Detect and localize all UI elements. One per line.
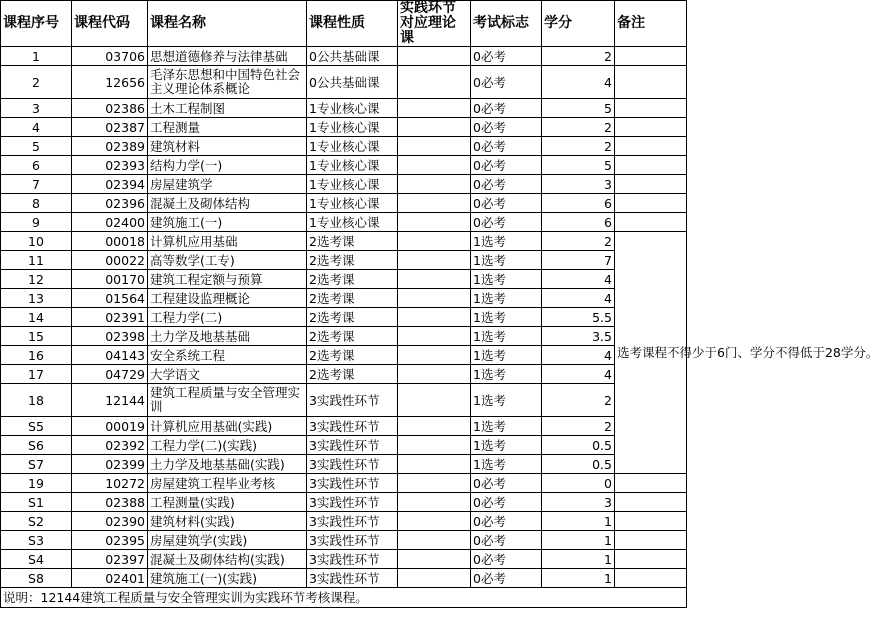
course-practice [398, 213, 471, 232]
course-exam: 0必考 [471, 194, 542, 213]
table-row [1, 365, 687, 384]
course-seq: 12 [1, 270, 72, 289]
course-code: 04143 [72, 346, 148, 365]
course-name: 建筑材料(实践) [148, 512, 307, 531]
course-name: 工程测量(实践) [148, 493, 307, 512]
header-code: 课程代码 [72, 1, 148, 47]
course-name: 建筑工程定额与预算 [148, 270, 307, 289]
course-note [615, 512, 687, 531]
course-exam: 1选考 [471, 308, 542, 327]
course-code: 04729 [72, 365, 148, 384]
course-exam: 0必考 [471, 474, 542, 493]
elective-note: 选考课程不得少于6门、学分不得低于28学分。 [615, 232, 687, 474]
course-exam: 1选考 [471, 417, 542, 436]
course-credit: 5 [542, 156, 615, 175]
course-name: 大学语文 [148, 365, 307, 384]
course-name: 房屋建筑工程毕业考核 [148, 474, 307, 493]
course-seq: 4 [1, 118, 72, 137]
course-note [615, 137, 687, 156]
course-practice [398, 346, 471, 365]
course-code: 02393 [72, 156, 148, 175]
course-credit: 1 [542, 531, 615, 550]
course-exam: 1选考 [471, 346, 542, 365]
course-name: 高等数学(工专) [148, 251, 307, 270]
course-note [615, 175, 687, 194]
course-seq: S2 [1, 512, 72, 531]
course-nature: 3实践性环节 [307, 436, 398, 455]
course-exam: 1选考 [471, 327, 542, 346]
course-credit: 2 [542, 384, 615, 417]
course-credit: 2 [542, 118, 615, 137]
course-nature: 3实践性环节 [307, 384, 398, 417]
course-name: 工程建设监理概论 [148, 289, 307, 308]
course-credit: 4 [542, 289, 615, 308]
course-nature: 2选考课 [307, 232, 398, 251]
course-code: 12656 [72, 66, 148, 99]
course-nature: 2选考课 [307, 289, 398, 308]
table-row [1, 194, 687, 213]
course-exam: 0必考 [471, 99, 542, 118]
course-practice [398, 251, 471, 270]
table-row [1, 99, 687, 118]
course-practice [398, 474, 471, 493]
table-row [1, 175, 687, 194]
course-credit: 6 [542, 194, 615, 213]
course-name: 建筑施工(一)(实践) [148, 569, 307, 588]
course-exam: 0必考 [471, 569, 542, 588]
course-nature: 2选考课 [307, 308, 398, 327]
course-credit: 1 [542, 550, 615, 569]
table-row [1, 550, 687, 569]
table-row [1, 308, 687, 327]
course-code: 02399 [72, 455, 148, 474]
course-nature: 3实践性环节 [307, 512, 398, 531]
course-code: 02400 [72, 213, 148, 232]
course-seq: 18 [1, 384, 72, 417]
table-row [1, 156, 687, 175]
course-code: 03706 [72, 47, 148, 66]
course-note [615, 493, 687, 512]
header-seq: 课程序号 [1, 1, 72, 47]
course-practice [398, 531, 471, 550]
course-exam: 1选考 [471, 270, 542, 289]
course-seq: 17 [1, 365, 72, 384]
course-code: 02401 [72, 569, 148, 588]
table-row [1, 251, 687, 270]
course-practice [398, 270, 471, 289]
course-exam: 1选考 [471, 384, 542, 417]
course-name: 工程力学(二)(实践) [148, 436, 307, 455]
course-exam: 1选考 [471, 251, 542, 270]
course-credit: 0.5 [542, 455, 615, 474]
course-practice [398, 436, 471, 455]
course-note [615, 550, 687, 569]
course-name: 房屋建筑学(实践) [148, 531, 307, 550]
table-row [1, 436, 687, 455]
course-note [615, 118, 687, 137]
course-practice [398, 365, 471, 384]
course-seq: S1 [1, 493, 72, 512]
course-seq: 8 [1, 194, 72, 213]
course-seq: S6 [1, 436, 72, 455]
course-seq: 16 [1, 346, 72, 365]
course-note [615, 194, 687, 213]
course-credit: 4 [542, 66, 615, 99]
course-code: 02388 [72, 493, 148, 512]
course-practice [398, 550, 471, 569]
course-seq: 1 [1, 47, 72, 66]
course-nature: 0公共基础课 [307, 47, 398, 66]
course-code: 02386 [72, 99, 148, 118]
course-credit: 1 [542, 512, 615, 531]
course-note [615, 99, 687, 118]
course-nature: 1专业核心课 [307, 175, 398, 194]
course-name: 混凝土及砌体结构(实践) [148, 550, 307, 569]
table-row [1, 289, 687, 308]
course-credit: 5 [542, 99, 615, 118]
course-seq: 7 [1, 175, 72, 194]
course-seq: 3 [1, 99, 72, 118]
course-practice [398, 47, 471, 66]
course-code: 10272 [72, 474, 148, 493]
course-credit: 5.5 [542, 308, 615, 327]
table-row [1, 270, 687, 289]
course-exam: 1选考 [471, 365, 542, 384]
course-nature: 1专业核心课 [307, 194, 398, 213]
course-credit: 3 [542, 175, 615, 194]
course-seq: 9 [1, 213, 72, 232]
course-nature: 2选考课 [307, 270, 398, 289]
course-seq: 19 [1, 474, 72, 493]
table-row [1, 569, 687, 588]
header-nature: 课程性质 [307, 1, 398, 47]
course-exam: 0必考 [471, 175, 542, 194]
course-code: 02397 [72, 550, 148, 569]
course-seq: S4 [1, 550, 72, 569]
course-note [615, 66, 687, 99]
course-exam: 1选考 [471, 455, 542, 474]
course-nature: 1专业核心课 [307, 99, 398, 118]
course-code: 00018 [72, 232, 148, 251]
course-credit: 6 [542, 213, 615, 232]
course-code: 02390 [72, 512, 148, 531]
course-credit: 2 [542, 47, 615, 66]
table-row [1, 213, 687, 232]
course-practice [398, 156, 471, 175]
course-name: 计算机应用基础(实践) [148, 417, 307, 436]
course-note [615, 213, 687, 232]
course-credit: 2 [542, 137, 615, 156]
course-exam: 0必考 [471, 156, 542, 175]
course-exam: 1选考 [471, 289, 542, 308]
course-seq: 6 [1, 156, 72, 175]
course-exam: 0必考 [471, 47, 542, 66]
course-seq: S7 [1, 455, 72, 474]
course-name: 建筑工程质量与安全管理实训 [148, 384, 307, 417]
course-name: 房屋建筑学 [148, 175, 307, 194]
course-practice [398, 66, 471, 99]
course-code: 12144 [72, 384, 148, 417]
course-nature: 3实践性环节 [307, 455, 398, 474]
table-row [1, 384, 687, 417]
course-name: 工程力学(二) [148, 308, 307, 327]
table-row [1, 417, 687, 436]
course-seq: S3 [1, 531, 72, 550]
course-nature: 3实践性环节 [307, 569, 398, 588]
course-practice [398, 137, 471, 156]
course-practice [398, 289, 471, 308]
course-name: 混凝土及砌体结构 [148, 194, 307, 213]
table-row [1, 327, 687, 346]
course-practice [398, 569, 471, 588]
course-note [615, 474, 687, 493]
course-seq: 5 [1, 137, 72, 156]
table-row [1, 66, 687, 99]
course-nature: 3实践性环节 [307, 417, 398, 436]
course-nature: 2选考课 [307, 365, 398, 384]
course-seq: 15 [1, 327, 72, 346]
course-practice [398, 417, 471, 436]
course-nature: 1专业核心课 [307, 137, 398, 156]
course-code: 02394 [72, 175, 148, 194]
course-practice [398, 493, 471, 512]
course-name: 安全系统工程 [148, 346, 307, 365]
course-practice [398, 99, 471, 118]
course-practice [398, 308, 471, 327]
course-code: 02395 [72, 531, 148, 550]
course-code: 02391 [72, 308, 148, 327]
course-seq: S8 [1, 569, 72, 588]
course-exam: 0必考 [471, 493, 542, 512]
table-row [1, 137, 687, 156]
course-note [615, 156, 687, 175]
table-row [1, 531, 687, 550]
course-practice [398, 232, 471, 251]
course-practice [398, 512, 471, 531]
table-row [1, 474, 687, 493]
course-exam: 0必考 [471, 531, 542, 550]
course-credit: 3.5 [542, 327, 615, 346]
header-practice: 实践环节对应理论课 [398, 1, 471, 47]
footnote: 说明：12144建筑工程质量与安全管理实训为实践环节考核课程。 [1, 588, 687, 608]
table-row [1, 493, 687, 512]
course-credit: 2 [542, 417, 615, 436]
course-code: 01564 [72, 289, 148, 308]
course-seq: 13 [1, 289, 72, 308]
course-code: 02396 [72, 194, 148, 213]
course-name: 土力学及地基基础(实践) [148, 455, 307, 474]
course-nature: 3实践性环节 [307, 493, 398, 512]
table-row [1, 47, 687, 66]
header-name: 课程名称 [148, 1, 307, 47]
course-code: 00022 [72, 251, 148, 270]
course-note [615, 569, 687, 588]
course-nature: 2选考课 [307, 346, 398, 365]
course-credit: 4 [542, 365, 615, 384]
course-seq: S5 [1, 417, 72, 436]
course-nature: 2选考课 [307, 327, 398, 346]
course-credit: 4 [542, 270, 615, 289]
course-nature: 1专业核心课 [307, 156, 398, 175]
course-seq: 11 [1, 251, 72, 270]
course-nature: 2选考课 [307, 251, 398, 270]
course-practice [398, 118, 471, 137]
course-body [1, 47, 878, 588]
course-note [615, 531, 687, 550]
course-nature: 0公共基础课 [307, 66, 398, 99]
course-credit: 7 [542, 251, 615, 270]
course-name: 建筑施工(一) [148, 213, 307, 232]
course-code: 00019 [72, 417, 148, 436]
course-practice [398, 455, 471, 474]
table-row [1, 346, 687, 365]
course-nature: 3实践性环节 [307, 550, 398, 569]
course-exam: 0必考 [471, 213, 542, 232]
course-name: 建筑材料 [148, 137, 307, 156]
course-nature: 3实践性环节 [307, 474, 398, 493]
course-nature: 1专业核心课 [307, 118, 398, 137]
course-code: 00170 [72, 270, 148, 289]
course-exam: 1选考 [471, 436, 542, 455]
course-name: 土力学及地基基础 [148, 327, 307, 346]
table-row [1, 118, 687, 137]
table-row [1, 512, 687, 531]
course-credit: 3 [542, 493, 615, 512]
course-credit: 2 [542, 232, 615, 251]
course-code: 02398 [72, 327, 148, 346]
course-practice [398, 194, 471, 213]
course-practice [398, 175, 471, 194]
course-nature: 3实践性环节 [307, 531, 398, 550]
course-code: 02389 [72, 137, 148, 156]
course-name: 工程测量 [148, 118, 307, 137]
course-name: 结构力学(一) [148, 156, 307, 175]
course-credit: 0 [542, 474, 615, 493]
course-seq: 2 [1, 66, 72, 99]
course-exam: 0必考 [471, 550, 542, 569]
course-name: 毛泽东思想和中国特色社会主义理论体系概论 [148, 66, 307, 99]
course-exam: 0必考 [471, 118, 542, 137]
table-row [1, 232, 687, 251]
course-name: 计算机应用基础 [148, 232, 307, 251]
header-row [1, 1, 687, 47]
course-credit: 4 [542, 346, 615, 365]
header-note: 备注 [615, 1, 687, 47]
footnote-row [1, 588, 687, 608]
course-nature: 1专业核心课 [307, 213, 398, 232]
course-credit: 0.5 [542, 436, 615, 455]
course-name: 土木工程制图 [148, 99, 307, 118]
header-exam: 考试标志 [471, 1, 542, 47]
course-exam: 1选考 [471, 232, 542, 251]
course-seq: 14 [1, 308, 72, 327]
course-exam: 0必考 [471, 137, 542, 156]
course-exam: 0必考 [471, 66, 542, 99]
course-code: 02387 [72, 118, 148, 137]
course-name: 思想道德修养与法律基础 [148, 47, 307, 66]
header-credit: 学分 [542, 1, 615, 47]
course-credit: 1 [542, 569, 615, 588]
course-practice [398, 327, 471, 346]
table-row [1, 455, 687, 474]
course-practice [398, 384, 471, 417]
course-seq: 10 [1, 232, 72, 251]
course-note [615, 47, 687, 66]
course-code: 02392 [72, 436, 148, 455]
course-exam: 0必考 [471, 512, 542, 531]
